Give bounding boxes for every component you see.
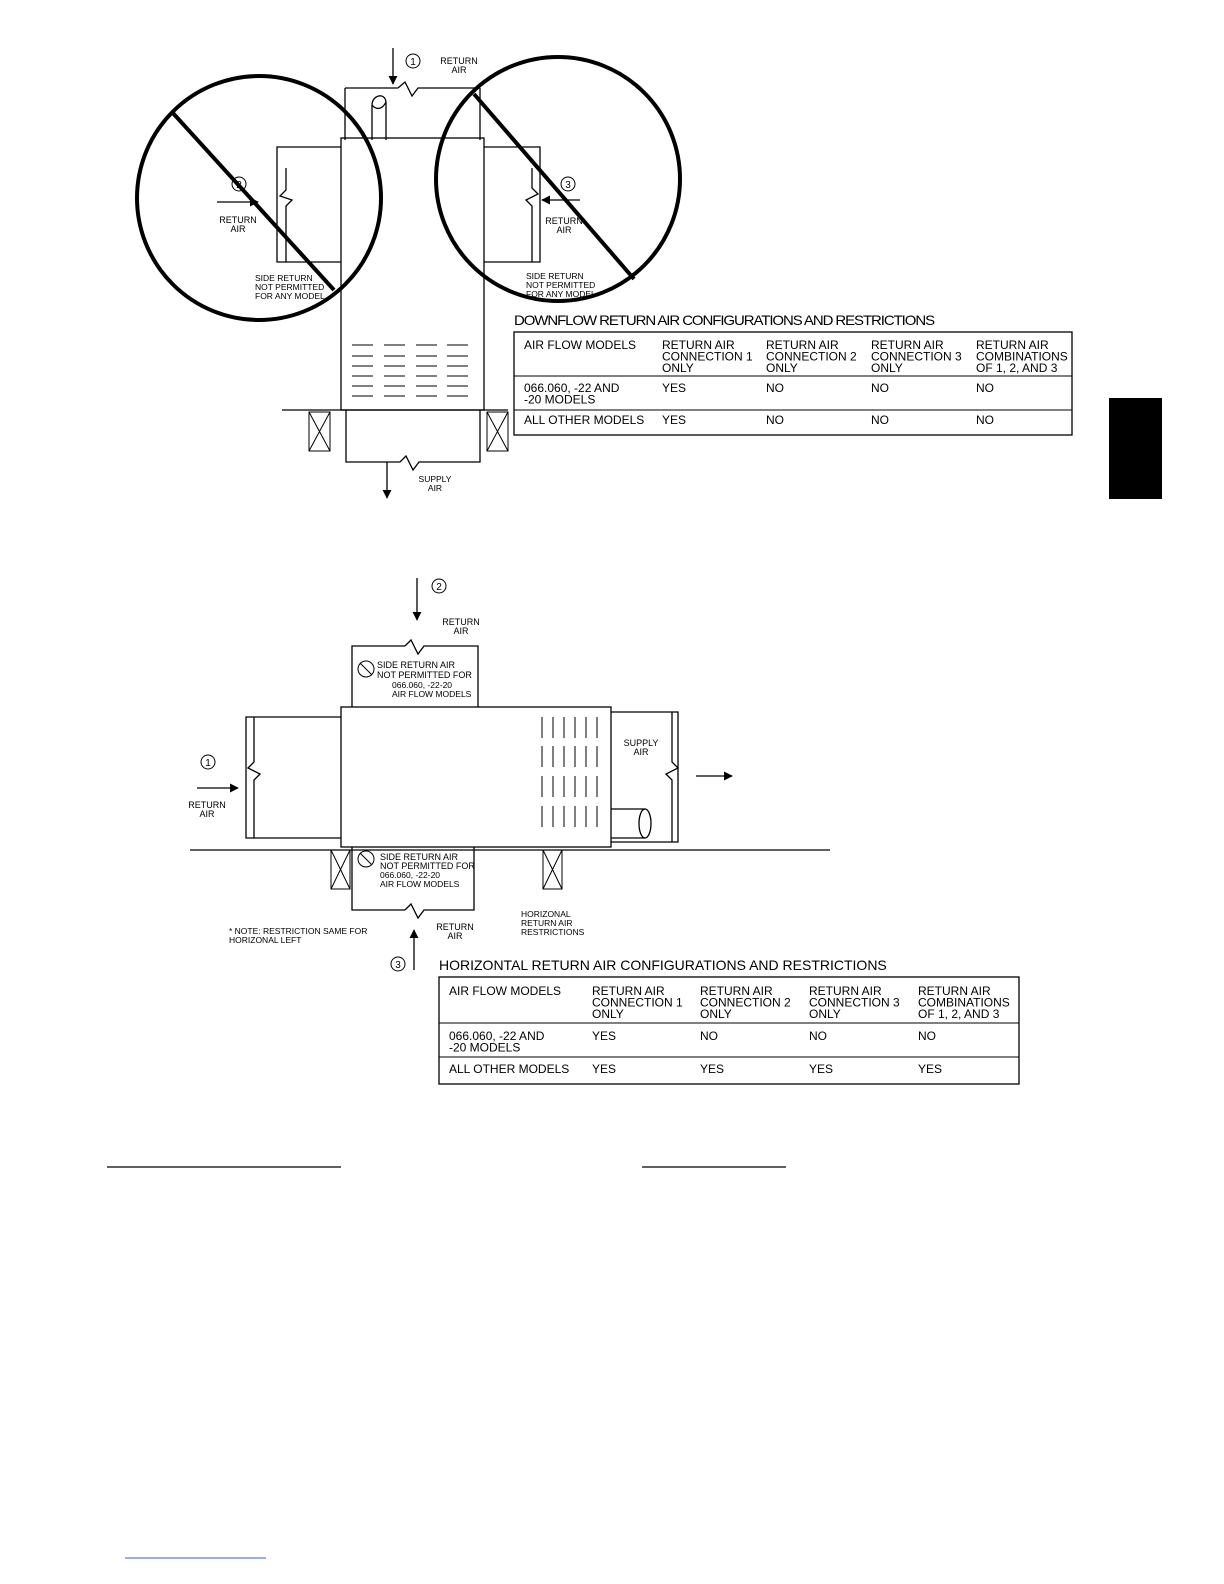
horizontal-return-air-bottom-l1: RETURN <box>436 922 474 932</box>
prohibited-small-bottom-icon <box>358 851 374 867</box>
table-cell: 066.060, -22 AND <box>524 381 620 395</box>
table-header-cell: ONLY <box>766 361 798 375</box>
downflow-return-air-left-l1: RETURN <box>219 215 257 225</box>
downflow-return-air-left-l2: AIR <box>230 224 246 234</box>
table-cell: NO <box>766 381 784 395</box>
horizontal-conn3-number: 3 <box>395 960 401 971</box>
furnace-louvers <box>352 345 468 396</box>
table-cell: ALL OTHER MODELS <box>524 413 645 427</box>
horizontal-texts <box>188 582 658 971</box>
table-cell: NO <box>871 413 889 427</box>
horizontal-supply-air-l2: AIR <box>633 747 649 757</box>
table-header-cell: RETURN AIR <box>809 984 882 998</box>
table-header-cell: ONLY <box>700 1007 732 1021</box>
table-header-cell: RETURN AIR <box>766 338 839 352</box>
downflow-conn2-number: 2 <box>236 180 242 191</box>
downflow-not-permitted-right-l2: NOT PERMITTED <box>526 280 596 290</box>
table-cell: NO <box>871 381 889 395</box>
horizontal-restrictions-l2: RETURN AIR <box>521 918 573 928</box>
table-cell: YES <box>592 1062 617 1076</box>
downflow-supply-air-l2: AIR <box>427 483 443 493</box>
table-cell: YES <box>592 1029 617 1043</box>
table-header-cell: RETURN AIR <box>662 338 735 352</box>
footer-rules <box>107 1167 786 1558</box>
downflow-not-permitted-right-l3: FOR ANY MODEL <box>526 289 596 299</box>
table-cell: NO <box>809 1029 827 1043</box>
downflow-return-air-top-l1: RETURN <box>440 56 478 66</box>
downflow-table-title: DOWNFLOW RETURN AIR CONFIGURATIONS AND RESTRICTIONS <box>514 312 935 328</box>
table-cell: NO <box>976 381 994 395</box>
horizontal-furnace-louvers <box>542 717 597 827</box>
horizontal-not-permitted-top-l3: 066.060, -22-20 <box>392 680 453 690</box>
downflow-figure <box>137 48 680 498</box>
floor-supports <box>309 412 508 451</box>
downflow-supply-air-l1: SUPPLY <box>418 474 452 484</box>
table-cell: YES <box>809 1062 834 1076</box>
horizontal-not-permitted-top-l1: SIDE RETURN AIR <box>377 660 456 670</box>
furnace-cabinet <box>341 138 484 410</box>
table-cell: ALL OTHER MODELS <box>449 1062 570 1076</box>
downflow-return-air-right-l2: AIR <box>556 225 572 235</box>
table-cell: NO <box>766 413 784 427</box>
table-cell: YES <box>662 413 687 427</box>
horizontal-restrictions-l1: HORIZONAL <box>521 909 571 919</box>
left-side-return-duct <box>277 147 341 262</box>
downflow-not-permitted-left-l2: NOT PERMITTED <box>255 282 325 292</box>
table-cell: 066.060, -22 AND <box>449 1029 545 1043</box>
table-header-cell: RETURN AIR <box>700 984 773 998</box>
table-header-cell: CONNECTION 1 <box>592 995 683 1010</box>
horizontal-conn1-number: 1 <box>205 758 211 769</box>
table-header-cell: COMBINATIONS <box>976 349 1068 364</box>
table-header-cell: AIR FLOW MODELS <box>449 984 562 998</box>
horizontal-return-air-bottom-l2: AIR <box>447 931 463 941</box>
right-side-return-duct <box>484 147 540 262</box>
horizontal-not-permitted-top-l2: NOT PERMITTED FOR <box>377 670 472 680</box>
table-header-cell: OF 1, 2, AND 3 <box>976 361 1058 375</box>
table-header-cell: OF 1, 2, AND 3 <box>918 1007 1000 1021</box>
horizontal-return-air-top-l1: RETURN <box>442 617 480 627</box>
table-header-cell: ONLY <box>871 361 903 375</box>
downflow-conn1-number: 1 <box>410 57 416 68</box>
table-cell: -20 MODELS <box>449 1040 521 1055</box>
downflow-not-permitted-right-l1: SIDE RETURN <box>526 271 584 281</box>
top-return-plenum <box>345 82 480 140</box>
table-header-cell: CONNECTION 3 <box>809 995 900 1010</box>
table-header-cell: ONLY <box>662 361 694 375</box>
table-cell: YES <box>700 1062 725 1076</box>
horizontal-return-air-top-l2: AIR <box>453 626 469 636</box>
downflow-return-air-top-l2: AIR <box>451 65 467 75</box>
horizontal-table <box>439 957 1019 1084</box>
table-header-cell: CONNECTION 2 <box>700 995 791 1010</box>
horizontal-restrictions-l3: RESTRICTIONS <box>521 927 585 937</box>
downflow-table <box>514 312 1072 435</box>
table-header-cell: CONNECTION 1 <box>662 349 753 364</box>
downflow-not-permitted-left-l3: FOR ANY MODEL <box>255 291 325 301</box>
horizontal-return-air-left-l1: RETURN <box>188 800 226 810</box>
downflow-not-permitted-left-l1: SIDE RETURN <box>255 273 313 283</box>
table-header-cell: AIR FLOW MODELS <box>524 338 637 352</box>
horizontal-figure <box>190 578 830 971</box>
downflow-texts <box>219 56 596 493</box>
left-return-duct <box>246 717 341 838</box>
table-header-cell: CONNECTION 3 <box>871 349 962 364</box>
horizontal-not-permitted-bottom-l1: SIDE RETURN AIR <box>380 852 459 862</box>
horizontal-not-permitted-bottom-l3: 066.060, -22-20 <box>380 870 441 880</box>
prohibited-right-symbol <box>436 57 680 301</box>
table-header-cell: RETURN AIR <box>976 338 1049 352</box>
supply-plenum <box>346 410 480 470</box>
table-header-cell: ONLY <box>592 1007 624 1021</box>
horizontal-not-permitted-bottom-l2: NOT PERMITTED FOR <box>380 861 475 871</box>
table-header-cell: COMBINATIONS <box>918 995 1010 1010</box>
horizontal-return-air-left-l2: AIR <box>199 809 215 819</box>
supply-duct <box>611 712 678 842</box>
table-header-cell: RETURN AIR <box>871 338 944 352</box>
table-cell: NO <box>976 413 994 427</box>
horizontal-note-l2: HORIZONAL LEFT <box>229 935 302 945</box>
downflow-conn3-number: 3 <box>565 180 571 191</box>
horizontal-table-title: HORIZONTAL RETURN AIR CONFIGURATIONS AND RESTRICTIONS <box>439 957 887 973</box>
table-header-cell: CONNECTION 2 <box>766 349 857 364</box>
prohibited-small-top-icon <box>358 661 374 677</box>
horizontal-not-permitted-top-l4: AIR FLOW MODELS <box>392 689 472 699</box>
horizontal-conn2-number: 2 <box>436 582 442 593</box>
table-header-cell: RETURN AIR <box>592 984 665 998</box>
table-header-cell: ONLY <box>809 1007 841 1021</box>
table-header-cell: RETURN AIR <box>918 984 991 998</box>
horizontal-supply-air-l1: SUPPLY <box>623 738 659 748</box>
table-cell: NO <box>700 1029 718 1043</box>
table-cell: YES <box>918 1062 943 1076</box>
table-cell: -20 MODELS <box>524 392 596 407</box>
horizontal-furnace-cabinet <box>341 707 611 847</box>
table-cell: NO <box>918 1029 936 1043</box>
downflow-return-air-right-l1: RETURN <box>545 216 583 226</box>
horizontal-not-permitted-bottom-l4: AIR FLOW MODELS <box>380 879 460 889</box>
horizontal-note-l1: * NOTE: RESTRICTION SAME FOR <box>229 926 368 936</box>
table-cell: YES <box>662 381 687 395</box>
